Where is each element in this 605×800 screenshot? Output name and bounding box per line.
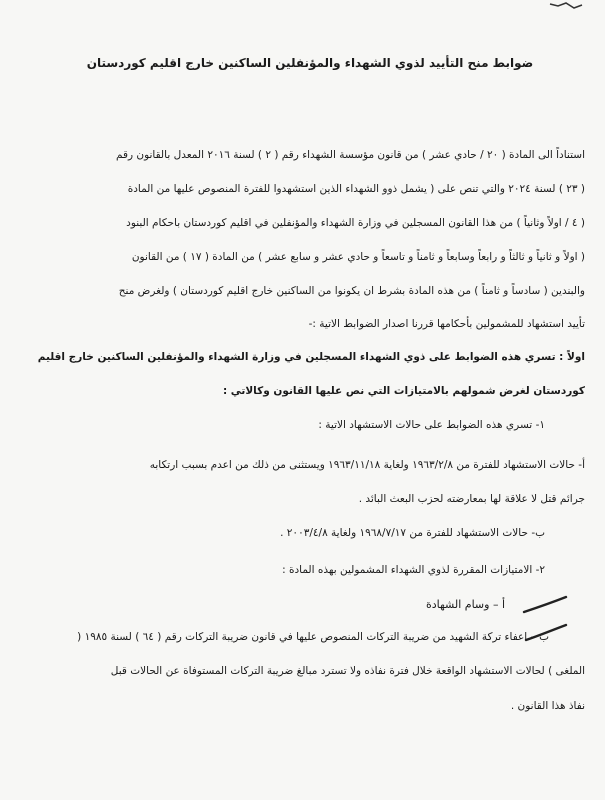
- preamble-line-4: ( اولاً و ثانياً و ثالثاً و رابعاً وسابعاً و ثامناً و تاسعاً و حادي عشر و سابع عشر ) من المادة ( ١٧ ) من القانون: [131, 251, 585, 263]
- corner-scribble: [548, 0, 588, 14]
- item-1a-line-2: جرائم قتل لا علاقة لها بمعارضته لحزب البعث البائد .: [358, 493, 585, 505]
- item-2b-line-3: نفاذ هذا القانون .: [510, 700, 585, 712]
- item-2b-line-1: ب – اعفاء تركة الشهيد من ضريبة التركات المنصوص عليها في قانون ضريبة التركات رقم ( ٦٤ ) لسنة ١٩٨٥ (: [77, 631, 549, 643]
- preamble-line-3: ( ٤ / اولاً وثانياً ) من هذا القانون المسجلين في وزارة الشهداء والمؤنفلين في اقليم كوردستان باحكام البنود: [126, 217, 585, 229]
- item-2a: أ – وسام الشهادة: [425, 598, 505, 611]
- item-2b-line-2: الملغى ) لحالات الاستشهاد الواقعة خلال فترة نفاذه ولا تسترد مبالغ ضريبة التركات المستوفاة عن الحالات قبل: [110, 665, 585, 677]
- item-1b: ب- حالات الاستشهاد للفترة من ١٩٦٨/٧/١٧ ولغاية ٢٠٠٣/٤/٨ .: [280, 527, 545, 539]
- item-2: ٢- الامتيازات المقررة لذوي الشهداء المشمولين بهذه المادة :: [282, 564, 545, 576]
- document-title: ضوابط منح التأييد لذوي الشهداء والمؤنفلين الساكنين خارج اقليم كوردستان: [86, 56, 534, 70]
- item-1a-line-1: أ- حالات الاستشهاد للفترة من ١٩٦٣/٢/٨ ولغاية ١٩٦٣/١١/١٨ ويستثنى من ذلك من اعدم بسبب ارتكابه: [149, 459, 585, 471]
- item-1: ١- تسري هذه الضوابط على حالات الاستشهاد الاتية :: [318, 419, 545, 431]
- preamble-line-6: تأييد استشهاد للمشمولين بأحكامها قررنا اصدار الضوابط الاتية :-: [308, 318, 585, 330]
- preamble-line-2: ( ٢٣ ) لسنة ٢٠٢٤ والتي تنص على ( يشمل ذوو الشهداء الذين استشهدوا للفترة المنصوص عليها من المادة: [127, 183, 585, 195]
- preamble-line-5: والبندين ( سادساً و ثامناً ) من هذه المادة بشرط ان يكونوا من الساكنين خارج اقليم كوردستان ) ولغرض منح: [118, 285, 585, 297]
- section-first-line-2: كوردستان لغرض شمولهم بالامتيازات التي نص عليها القانون وكالاتي :: [222, 385, 585, 397]
- section-first-line-1: اولاً : تسري هذه الضوابط على ذوي الشهداء المسجلين في وزارة الشهداء والمؤنفلين الساكنين خارج اقليم: [37, 351, 585, 363]
- pen-mark-1: [522, 594, 570, 616]
- preamble-line-1: استناداً الى المادة ( ٢٠ / حادي عشر ) من قانون مؤسسة الشهداء رقم ( ٢ ) لسنة ٢٠١٦ المعدل بالقانون رقم: [115, 149, 585, 161]
